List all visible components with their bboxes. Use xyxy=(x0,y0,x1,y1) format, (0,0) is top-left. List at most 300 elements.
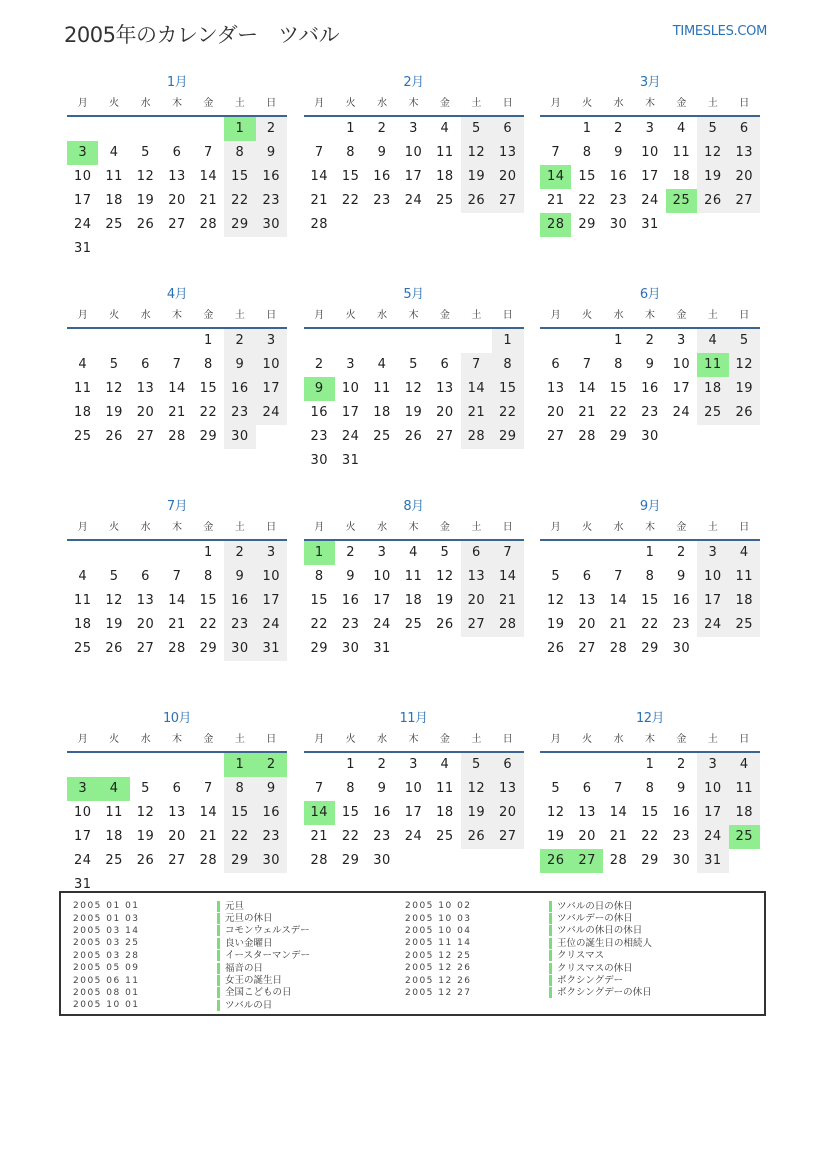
holiday-name: クリスマス xyxy=(549,950,604,961)
day-cell: 30 xyxy=(609,217,628,232)
month-block xyxy=(67,284,287,496)
day-cell: 4 xyxy=(729,541,760,565)
holiday-day-cell: 4 xyxy=(98,777,129,801)
weekday-label: 火 xyxy=(582,310,593,321)
day-cell: 21 xyxy=(310,829,328,844)
day-cell: 18 xyxy=(105,193,123,208)
weekday-label: 金 xyxy=(676,734,687,745)
day-cell: 1 xyxy=(204,333,213,348)
day-cell: 14 xyxy=(168,381,186,396)
day-cell: 30 xyxy=(672,853,691,868)
day-cell: 14 xyxy=(199,805,218,820)
day-cell: 9 xyxy=(614,145,623,160)
weekday-label: 水 xyxy=(140,522,151,533)
holiday-date: 2005 10 01 xyxy=(73,1000,140,1011)
holiday-row xyxy=(73,974,310,986)
day-cell: 13 xyxy=(729,141,760,165)
day-cell: 21 xyxy=(310,193,328,208)
day-cell: 28 xyxy=(168,641,186,656)
day-cell: 22 xyxy=(492,401,523,425)
day-cell: 17 xyxy=(672,381,691,396)
day-cell: 18 xyxy=(436,805,454,820)
day-cell: 12 xyxy=(136,805,155,820)
day-grid xyxy=(67,753,287,897)
weekday-label: 土 xyxy=(471,522,482,533)
day-cell: 24 xyxy=(73,853,92,868)
holiday-row xyxy=(73,912,310,924)
weekday-header xyxy=(67,93,287,117)
day-cell: 16 xyxy=(609,169,628,184)
day-cell: 16 xyxy=(672,593,691,608)
day-cell: 3 xyxy=(256,329,287,353)
holiday-column-right xyxy=(405,900,652,999)
day-cell: 15 xyxy=(199,381,218,396)
month-title: 1月 xyxy=(166,75,188,90)
holiday-row xyxy=(405,950,652,962)
weekday-label: 日 xyxy=(739,310,750,321)
day-cell: 14 xyxy=(310,169,328,184)
day-cell: 27 xyxy=(168,853,186,868)
day-cell: 16 xyxy=(641,381,659,396)
empty-cell xyxy=(540,541,571,565)
day-cell: 22 xyxy=(641,617,659,632)
holiday-row xyxy=(73,950,310,962)
day-grid xyxy=(540,329,760,449)
day-cell: 18 xyxy=(73,617,92,632)
day-cell: 28 xyxy=(310,853,328,868)
month-title: 5月 xyxy=(403,287,424,302)
day-cell: 29 xyxy=(224,213,255,237)
day-cell: 19 xyxy=(461,801,492,825)
day-cell: 1 xyxy=(204,545,213,560)
empty-cell xyxy=(130,329,161,353)
holiday-row xyxy=(405,900,652,912)
holiday-row xyxy=(73,900,310,912)
day-cell: 15 xyxy=(492,377,523,401)
weekday-label: 水 xyxy=(377,98,388,109)
day-cell: 24 xyxy=(404,193,423,208)
weekday-label: 水 xyxy=(140,734,151,745)
day-cell: 15 xyxy=(199,593,218,608)
day-cell: 30 xyxy=(310,453,328,468)
day-cell: 14 xyxy=(492,565,523,589)
weekday-header xyxy=(67,517,287,541)
day-cell: 15 xyxy=(310,593,328,608)
day-cell: 14 xyxy=(461,377,492,401)
day-cell: 13 xyxy=(136,381,155,396)
day-cell: 27 xyxy=(492,189,523,213)
weekday-label: 土 xyxy=(234,98,245,109)
day-cell: 7 xyxy=(314,781,324,796)
day-cell: 28 xyxy=(199,217,218,232)
day-cell: 21 xyxy=(461,401,492,425)
day-cell: 18 xyxy=(436,169,454,184)
day-cell: 7 xyxy=(551,145,561,160)
day-cell: 2 xyxy=(614,121,623,136)
day-cell: 9 xyxy=(645,357,655,372)
weekday-label: 水 xyxy=(613,98,624,109)
day-cell: 6 xyxy=(172,145,182,160)
day-cell: 5 xyxy=(697,117,728,141)
day-cell: 30 xyxy=(641,429,659,444)
month-block xyxy=(304,72,524,284)
weekday-label: 月 xyxy=(314,310,325,321)
day-cell: 6 xyxy=(141,569,150,584)
day-cell: 24 xyxy=(641,193,659,208)
day-cell: 10 xyxy=(256,353,287,377)
month-block xyxy=(67,72,287,284)
page-title: 2005年のカレンダー ツバル xyxy=(64,23,340,47)
day-grid xyxy=(304,117,524,237)
day-cell: 4 xyxy=(697,329,728,353)
day-cell: 18 xyxy=(672,169,691,184)
day-cell: 26 xyxy=(105,429,123,444)
day-cell: 2 xyxy=(346,545,356,560)
day-cell: 15 xyxy=(224,165,255,189)
day-cell: 3 xyxy=(346,357,356,372)
empty-cell xyxy=(304,329,335,353)
weekday-label: 木 xyxy=(408,734,419,745)
day-cell: 30 xyxy=(341,641,360,656)
empty-cell xyxy=(193,753,224,777)
empty-cell xyxy=(461,329,492,353)
day-cell: 4 xyxy=(440,121,450,136)
weekday-label: 金 xyxy=(203,734,214,745)
day-cell: 22 xyxy=(224,189,255,213)
day-cell: 22 xyxy=(341,829,360,844)
day-cell: 22 xyxy=(609,405,628,420)
day-cell: 4 xyxy=(377,357,387,372)
day-cell: 29 xyxy=(224,849,255,873)
day-cell: 20 xyxy=(168,829,186,844)
day-cell: 4 xyxy=(78,569,88,584)
empty-cell xyxy=(571,753,602,777)
holiday-row xyxy=(73,962,310,974)
day-cell: 3 xyxy=(377,545,387,560)
day-cell: 17 xyxy=(341,405,360,420)
month-title: 7月 xyxy=(166,499,188,514)
weekday-header xyxy=(304,517,524,541)
day-cell: 16 xyxy=(341,593,360,608)
weekday-label: 土 xyxy=(234,522,245,533)
day-cell: 27 xyxy=(136,641,155,656)
holiday-name: 福音の日 xyxy=(217,963,263,974)
weekday-label: 月 xyxy=(550,734,561,745)
day-cell: 30 xyxy=(672,641,691,656)
holiday-day-cell: 14 xyxy=(540,165,571,189)
day-cell: 26 xyxy=(136,853,155,868)
day-cell: 2 xyxy=(645,333,655,348)
weekday-label: 木 xyxy=(644,734,655,745)
month-title: 8月 xyxy=(403,499,424,514)
weekday-label: 火 xyxy=(582,734,593,745)
day-cell: 19 xyxy=(697,165,728,189)
holiday-row xyxy=(405,974,652,986)
day-cell: 10 xyxy=(256,565,287,589)
day-cell: 26 xyxy=(404,429,423,444)
empty-cell xyxy=(161,541,192,565)
day-cell: 25 xyxy=(373,429,391,444)
weekday-header xyxy=(304,305,524,329)
day-cell: 9 xyxy=(377,781,387,796)
weekday-label: 水 xyxy=(140,310,151,321)
weekday-label: 火 xyxy=(345,98,356,109)
holiday-date: 2005 10 02 xyxy=(405,901,472,912)
weekday-label: 金 xyxy=(439,98,450,109)
day-cell: 10 xyxy=(73,169,92,184)
holiday-row xyxy=(73,925,310,937)
month-title: 9月 xyxy=(639,499,661,514)
calendar-grid xyxy=(67,72,760,920)
day-cell: 10 xyxy=(341,381,360,396)
day-cell: 13 xyxy=(168,805,186,820)
month-block xyxy=(540,284,760,496)
day-cell: 23 xyxy=(373,193,391,208)
day-cell: 9 xyxy=(677,781,686,796)
day-cell: 1 xyxy=(346,121,356,136)
day-cell: 4 xyxy=(440,757,450,772)
day-cell: 13 xyxy=(168,169,186,184)
holiday-date: 2005 03 28 xyxy=(73,950,140,961)
day-cell: 8 xyxy=(582,145,592,160)
day-cell: 12 xyxy=(729,353,760,377)
holiday-row xyxy=(405,937,652,949)
holiday-date: 2005 03 14 xyxy=(73,925,140,936)
weekday-label: 月 xyxy=(314,734,325,745)
day-cell: 11 xyxy=(729,777,760,801)
weekday-label: 日 xyxy=(739,522,750,533)
day-cell: 7 xyxy=(614,569,623,584)
weekday-header xyxy=(304,729,524,753)
day-cell: 12 xyxy=(404,381,423,396)
day-cell: 12 xyxy=(697,141,728,165)
month-title: 3月 xyxy=(639,75,661,90)
day-cell: 20 xyxy=(729,165,760,189)
day-cell: 10 xyxy=(697,565,728,589)
day-cell: 19 xyxy=(136,193,155,208)
empty-cell xyxy=(540,117,571,141)
day-cell: 10 xyxy=(373,569,391,584)
day-grid xyxy=(304,329,524,473)
empty-cell xyxy=(335,329,366,353)
day-cell: 27 xyxy=(136,429,155,444)
day-cell: 29 xyxy=(199,429,218,444)
day-cell: 20 xyxy=(578,829,596,844)
day-cell: 3 xyxy=(697,753,728,777)
day-cell: 1 xyxy=(492,329,523,353)
day-cell: 31 xyxy=(641,217,659,232)
day-cell: 5 xyxy=(461,753,492,777)
day-cell: 2 xyxy=(677,757,686,772)
day-cell: 2 xyxy=(677,545,686,560)
day-cell: 31 xyxy=(373,641,391,656)
holiday-date: 2005 10 04 xyxy=(405,925,472,936)
day-cell: 20 xyxy=(578,617,596,632)
day-cell: 14 xyxy=(609,593,628,608)
day-cell: 13 xyxy=(436,381,454,396)
day-cell: 12 xyxy=(436,569,454,584)
day-cell: 24 xyxy=(697,613,728,637)
month-title: 12月 xyxy=(635,711,665,726)
day-grid xyxy=(67,541,287,661)
day-cell: 29 xyxy=(492,425,523,449)
holiday-name: ツバルの日 xyxy=(217,1000,272,1011)
day-cell: 6 xyxy=(141,357,150,372)
day-cell: 18 xyxy=(404,593,423,608)
month-title: 4月 xyxy=(166,287,188,302)
empty-cell xyxy=(193,117,224,141)
day-cell: 12 xyxy=(461,777,492,801)
day-cell: 6 xyxy=(582,569,592,584)
day-cell: 19 xyxy=(404,405,423,420)
day-cell: 16 xyxy=(224,377,255,401)
day-cell: 7 xyxy=(492,541,523,565)
weekday-label: 水 xyxy=(140,98,151,109)
day-cell: 26 xyxy=(546,641,565,656)
day-cell: 21 xyxy=(609,829,628,844)
day-cell: 28 xyxy=(168,429,186,444)
empty-cell xyxy=(98,329,129,353)
day-cell: 7 xyxy=(614,781,623,796)
holiday-row xyxy=(405,987,652,999)
weekday-label: 木 xyxy=(644,98,655,109)
day-cell: 14 xyxy=(578,381,596,396)
day-cell: 16 xyxy=(672,805,691,820)
day-cell: 5 xyxy=(141,145,150,160)
day-cell: 5 xyxy=(729,329,760,353)
day-cell: 7 xyxy=(314,145,324,160)
day-cell: 29 xyxy=(641,853,659,868)
day-cell: 20 xyxy=(436,405,454,420)
holiday-date: 2005 12 27 xyxy=(405,987,472,998)
empty-cell xyxy=(161,117,192,141)
day-cell: 23 xyxy=(341,617,360,632)
day-cell: 31 xyxy=(73,877,92,892)
holiday-date: 2005 05 09 xyxy=(73,963,140,974)
day-cell: 18 xyxy=(73,405,92,420)
weekday-header xyxy=(540,729,760,753)
day-cell: 3 xyxy=(677,333,686,348)
weekday-label: 月 xyxy=(77,310,88,321)
month-block xyxy=(304,496,524,708)
site-link[interactable]: TIMESLES.COM xyxy=(672,24,767,39)
month-block xyxy=(67,708,287,920)
day-cell: 8 xyxy=(346,145,356,160)
weekday-label: 金 xyxy=(439,310,450,321)
day-cell: 30 xyxy=(224,637,255,661)
day-cell: 25 xyxy=(697,401,728,425)
weekday-label: 火 xyxy=(345,522,356,533)
weekday-label: 木 xyxy=(644,522,655,533)
day-cell: 31 xyxy=(73,241,92,256)
weekday-label: 土 xyxy=(471,98,482,109)
day-cell: 6 xyxy=(492,753,523,777)
day-cell: 19 xyxy=(461,165,492,189)
day-cell: 16 xyxy=(373,805,391,820)
empty-cell xyxy=(398,329,429,353)
day-cell: 2 xyxy=(224,541,255,565)
day-cell: 20 xyxy=(492,165,523,189)
day-cell: 18 xyxy=(729,801,760,825)
day-cell: 11 xyxy=(436,781,454,796)
day-cell: 5 xyxy=(141,781,150,796)
weekday-label: 火 xyxy=(345,734,356,745)
day-cell: 20 xyxy=(492,801,523,825)
day-cell: 10 xyxy=(697,777,728,801)
day-cell: 26 xyxy=(729,401,760,425)
day-cell: 4 xyxy=(409,545,418,560)
day-cell: 25 xyxy=(436,193,454,208)
day-cell: 19 xyxy=(136,829,155,844)
day-cell: 12 xyxy=(461,141,492,165)
weekday-label: 水 xyxy=(613,522,624,533)
day-cell: 3 xyxy=(645,121,655,136)
empty-cell xyxy=(603,753,634,777)
day-cell: 13 xyxy=(492,777,523,801)
day-cell: 24 xyxy=(373,617,391,632)
day-cell: 1 xyxy=(645,545,655,560)
day-cell: 13 xyxy=(136,593,155,608)
empty-cell xyxy=(161,753,192,777)
day-cell: 3 xyxy=(697,541,728,565)
weekday-label: 木 xyxy=(408,98,419,109)
day-cell: 13 xyxy=(578,805,596,820)
day-cell: 17 xyxy=(404,169,423,184)
month-title: 11月 xyxy=(399,711,428,726)
day-cell: 6 xyxy=(172,781,182,796)
weekday-label: 木 xyxy=(408,310,419,321)
day-cell: 27 xyxy=(492,825,523,849)
weekday-label: 金 xyxy=(203,310,214,321)
weekday-label: 木 xyxy=(171,734,182,745)
empty-cell xyxy=(98,541,129,565)
day-cell: 15 xyxy=(224,801,255,825)
day-cell: 1 xyxy=(582,121,592,136)
weekday-label: 月 xyxy=(77,522,88,533)
holiday-date: 2005 11 14 xyxy=(405,938,472,949)
day-cell: 8 xyxy=(314,569,324,584)
day-cell: 26 xyxy=(105,641,123,656)
day-cell: 3 xyxy=(409,757,418,772)
day-cell: 19 xyxy=(546,829,565,844)
weekday-label: 水 xyxy=(613,734,624,745)
holiday-date: 2005 06 11 xyxy=(73,975,140,986)
day-cell: 20 xyxy=(546,405,565,420)
weekday-label: 土 xyxy=(707,310,718,321)
day-grid xyxy=(304,541,524,661)
day-cell: 28 xyxy=(609,641,628,656)
day-cell: 23 xyxy=(641,405,659,420)
day-cell: 21 xyxy=(168,405,186,420)
weekday-label: 月 xyxy=(314,98,325,109)
day-cell: 21 xyxy=(199,193,218,208)
day-cell: 27 xyxy=(578,641,596,656)
day-cell: 31 xyxy=(256,637,287,661)
empty-cell xyxy=(304,117,335,141)
day-cell: 6 xyxy=(461,541,492,565)
day-cell: 8 xyxy=(204,569,213,584)
holiday-day-cell: 1 xyxy=(224,117,255,141)
month-block xyxy=(540,708,760,920)
holiday-name: 良い金曜日 xyxy=(217,938,273,949)
day-cell: 5 xyxy=(440,545,450,560)
day-cell: 27 xyxy=(546,429,565,444)
day-cell: 24 xyxy=(672,405,691,420)
day-cell: 16 xyxy=(310,405,328,420)
holiday-date: 2005 01 03 xyxy=(73,913,140,924)
weekday-label: 月 xyxy=(550,522,561,533)
day-cell: 22 xyxy=(224,825,255,849)
